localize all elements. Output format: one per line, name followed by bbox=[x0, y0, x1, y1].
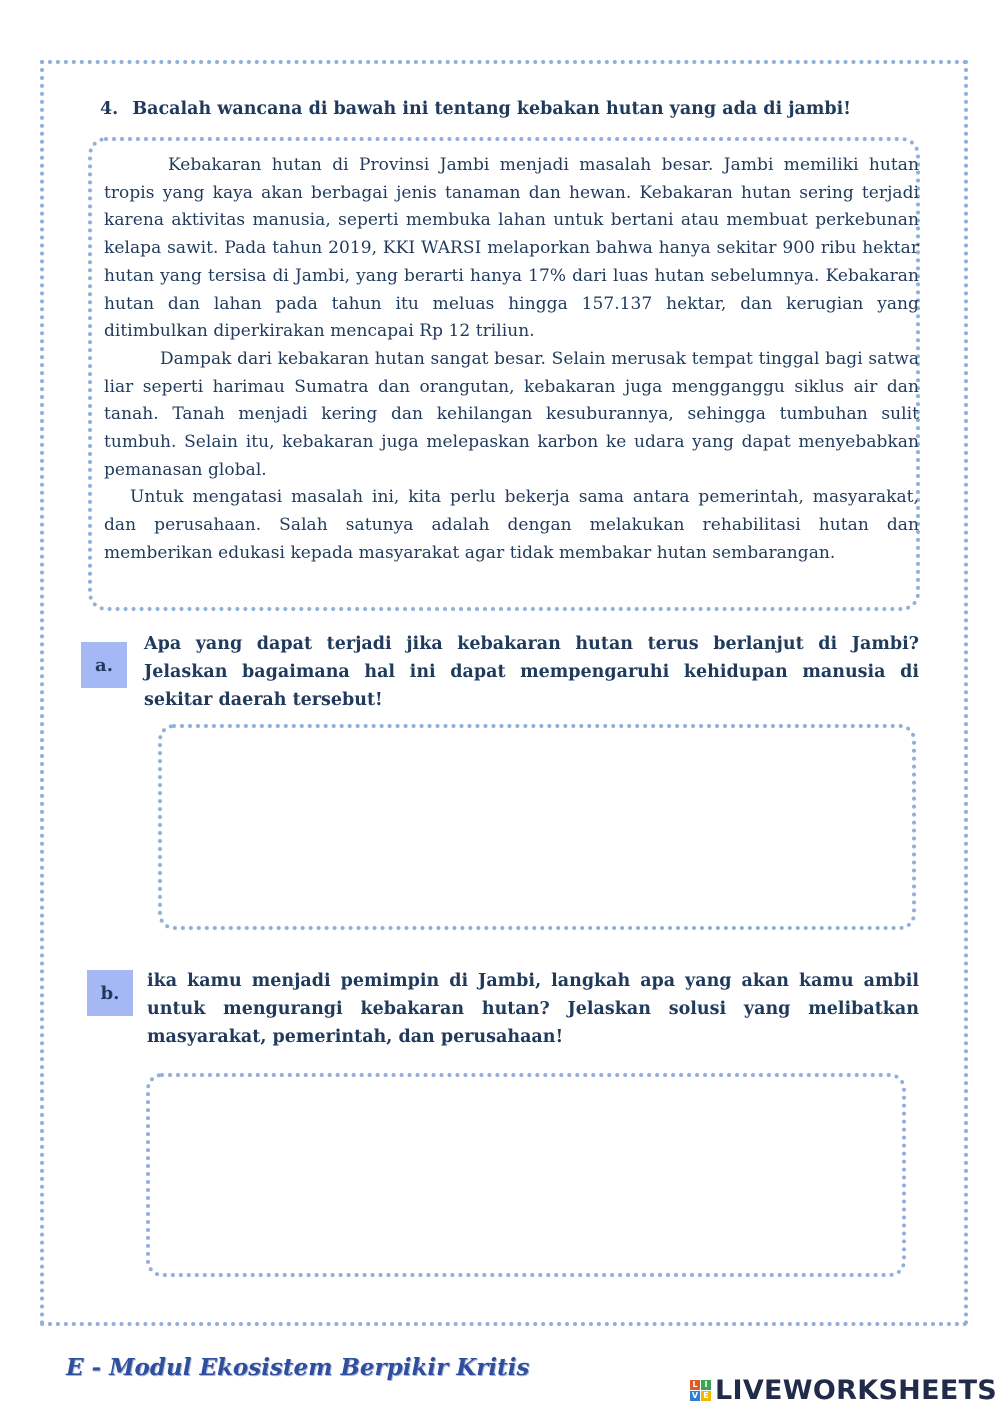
answer-a-field[interactable] bbox=[158, 724, 916, 930]
liveworksheets-logo-icon bbox=[690, 1380, 711, 1401]
passage-paragraph-2: Dampak dari kebakaran hutan sangat besar. Selain merusak tempat tinggal bagi satwa liar seperti harimau Sumatra dan orangutan, kebakaran juga mengganggu siklus air dan tanah. Tanah menjadi kering dan kehilangan kesuburannya, sehingga tumbuhan sulit tumbuh. Selain itu, kebakaran juga melepaskan karbon ke udara yang dapat menyebabkan pemanasan global. bbox=[104, 348, 919, 480]
liveworksheets-brand bbox=[690, 1372, 997, 1408]
reading-passage bbox=[104, 152, 919, 568]
passage-paragraph-3: Untuk mengatasi masalah ini, kita perlu bekerja sama antara pemerintah, masyarakat, dan perusahaan. Salah satunya adalah dengan melakukan rehabilitasi hutan dan memberikan edukasi kepada masyarakat agar tidak membakar hutan sembarangan. bbox=[104, 487, 919, 563]
question-b-badge: b. bbox=[87, 970, 133, 1016]
logo-letter-e: E bbox=[701, 1391, 711, 1401]
task-number: 4. bbox=[100, 99, 119, 119]
logo-letter-l: L bbox=[690, 1380, 700, 1390]
answer-b-field[interactable] bbox=[146, 1073, 906, 1277]
brand-name: LIVEWORKSHEETS bbox=[715, 1374, 998, 1406]
task-instruction bbox=[100, 99, 920, 119]
question-a-badge: a. bbox=[81, 642, 127, 688]
task-instruction-text: Bacalah wancana di bawah ini tentang kebakan hutan yang ada di jambi! bbox=[132, 99, 851, 119]
question-a-text: Apa yang dapat terjadi jika kebakaran hutan terus berlanjut di Jambi? Jelaskan bagaimana hal ini dapat mempengaruhi kehidupan manusia di sekitar daerah tersebut! bbox=[144, 634, 919, 710]
passage-paragraph-1: Kebakaran hutan di Provinsi Jambi menjadi masalah besar. Jambi memiliki hutan tropis yang kaya akan berbagai jenis tanaman dan hewan. Kebakaran hutan sering terjadi karena aktivitas manusia, seperti membuka lahan untuk bertani atau membuat perkebunan kelapa sawit. Pada tahun 2019, KKI WARSI melaporkan bahwa hanya sekitar 900 ribu hektar hutan yang tersisa di Jambi, yang berarti hanya 17% dari luas hutan sebelumnya. Kebakaran hutan dan lahan pada tahun itu meluas hingga 157.137 hektar, dan kerugian yang ditimbulkan diperkirakan mencapai Rp 12 triliun. bbox=[104, 155, 919, 342]
logo-letter-i: I bbox=[701, 1380, 711, 1390]
module-title: E - Modul Ekosistem Berpikir Kritis bbox=[66, 1354, 530, 1381]
question-b-text: ika kamu menjadi pemimpin di Jambi, langkah apa yang akan kamu ambil untuk mengurangi kebakaran hutan? Jelaskan solusi yang melibatkan masyarakat, pemerintah, dan perusahaan! bbox=[147, 971, 919, 1047]
logo-letter-v: V bbox=[691, 1391, 699, 1400]
